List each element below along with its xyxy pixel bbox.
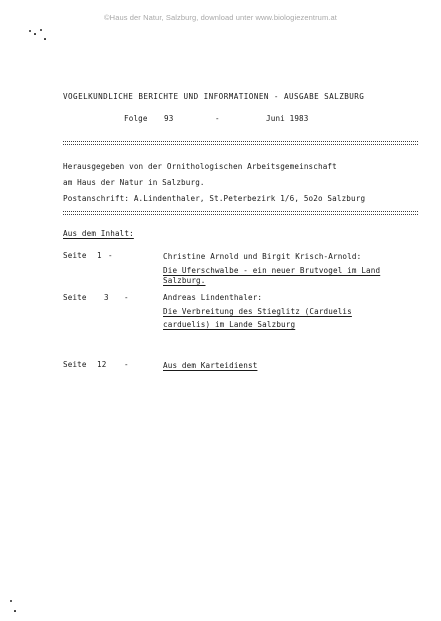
entry-author: Christine Arnold und Birgit Krisch-Arnold: [163,252,362,261]
scan-speck [34,33,36,35]
issue-label: Folge [124,114,148,123]
entry-title: Die Verbreitung des Stieglitz (Carduelis [163,307,352,316]
newsletter-title: VOGELKUNDLICHE BERICHTE UND INFORMATIONEN - AUSGABE SALZBURG [63,92,365,101]
page-number: 1 [97,251,102,260]
scan-speck [40,29,42,31]
scan-speck [29,30,31,32]
entry-title: Aus dem Karteidienst [163,361,258,370]
issue-dash: - [215,114,220,123]
contents-heading: Aus dem Inhalt: [63,229,134,238]
publisher-line: am Haus der Natur in Salzburg. [63,178,205,187]
scan-speck [14,610,16,612]
entry-title: Die Uferschwalbe - ein neuer Brutvogel im Land [163,266,381,275]
entry-author: Andreas Lindenthaler: [163,293,263,302]
issue-date: Juni 1983 [266,114,309,123]
copyright-watermark: ©Haus der Natur, Salzburg, download unter www.biologiezentrum.at [104,13,337,22]
divider-rule [63,141,418,145]
entry-title-continued: carduelis) im Lande Salzburg [163,320,296,329]
divider-rule [63,211,418,215]
page-dash: - [124,293,129,302]
page-number: 12 [97,360,107,369]
page-label: Seite [63,251,87,260]
issue-number: 93 [164,114,174,123]
page-label: Seite [63,360,87,369]
postal-address: Postanschrift: A.Lindenthaler, St.Peterbezirk 1/6, 5o2o Salzburg [63,194,366,203]
scan-speck [10,600,12,602]
page-number: 3 [104,293,109,302]
scan-speck [44,38,46,40]
publisher-line: Herausgegeben von der Ornithologischen Arbeitsgemeinschaft [63,162,337,171]
page-dash: - [108,251,113,260]
page-dash: - [124,360,129,369]
page-label: Seite [63,293,87,302]
entry-title-continued: Salzburg. [163,276,206,285]
